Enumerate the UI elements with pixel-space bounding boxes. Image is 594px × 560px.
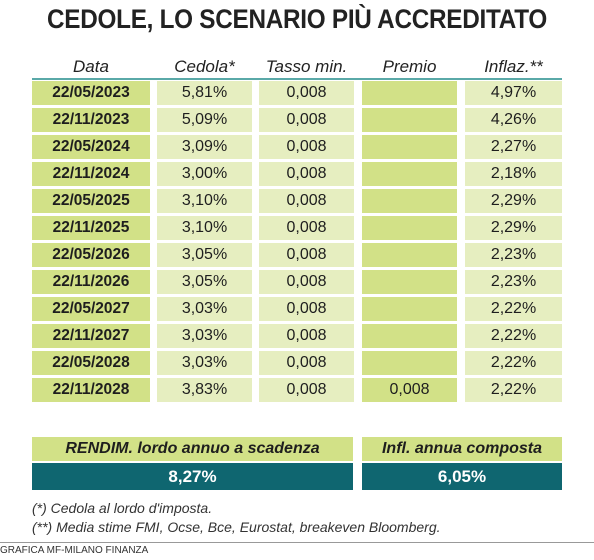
cell-date: 22/05/2024 <box>32 135 150 159</box>
cell-cedola: 3,09% <box>157 135 252 159</box>
cell-tasso-min: 0,008 <box>259 189 354 213</box>
column-header-data: Data <box>73 57 109 76</box>
cell-premio <box>362 243 457 267</box>
footnote-inflation: (**) Media stime FMI, Ocse, Bce, Eurostat, breakeven Bloomberg. <box>32 519 441 535</box>
cell-tasso-min: 0,008 <box>259 378 354 402</box>
cell-date: 22/11/2027 <box>32 324 150 348</box>
cell-cedola: 3,05% <box>157 270 252 294</box>
column-header-tasso-min: Tasso min. <box>265 57 348 76</box>
yield-value: 8,27% <box>32 463 353 490</box>
cell-cedola: 3,10% <box>157 216 252 240</box>
page-title: CEDOLE, LO SCENARIO PIÙ ACCREDITATO <box>47 4 547 34</box>
cell-tasso-min: 0,008 <box>259 216 354 240</box>
cell-inflazione: 4,97% <box>465 81 562 105</box>
cell-tasso-min: 0,008 <box>259 81 354 105</box>
table-row <box>32 187 562 214</box>
cell-premio <box>362 108 457 132</box>
cell-inflazione: 2,27% <box>465 135 562 159</box>
yield-label: RENDIM. lordo annuo a scadenza <box>32 437 353 461</box>
cell-inflazione: 2,18% <box>465 162 562 186</box>
cell-cedola: 3,03% <box>157 324 252 348</box>
cell-premio <box>362 189 457 213</box>
table-row <box>32 241 562 268</box>
cell-premio <box>362 297 457 321</box>
cell-premio <box>362 162 457 186</box>
cell-premio <box>362 351 457 375</box>
cell-date: 22/05/2025 <box>32 189 150 213</box>
inflation-value: 6,05% <box>362 463 562 490</box>
cell-tasso-min: 0,008 <box>259 108 354 132</box>
cell-tasso-min: 0,008 <box>259 243 354 267</box>
cell-inflazione: 2,22% <box>465 297 562 321</box>
cell-cedola: 3,03% <box>157 297 252 321</box>
column-header-premio: Premio <box>382 57 437 76</box>
table-row <box>32 322 562 349</box>
cell-premio <box>362 135 457 159</box>
cell-premio <box>362 270 457 294</box>
cell-date: 22/05/2027 <box>32 297 150 321</box>
cell-cedola: 5,81% <box>157 81 252 105</box>
column-header-cedola: Cedola* <box>174 57 235 76</box>
cell-premio: 0,008 <box>362 378 457 402</box>
credit-line: GRAFICA MF-MILANO FINANZA <box>0 545 149 556</box>
cell-tasso-min: 0,008 <box>259 297 354 321</box>
column-header-inflazione: Inflaz.** <box>484 57 543 76</box>
cell-date: 22/11/2025 <box>32 216 150 240</box>
cell-date: 22/11/2026 <box>32 270 150 294</box>
table-row <box>32 295 562 322</box>
cell-tasso-min: 0,008 <box>259 270 354 294</box>
cell-tasso-min: 0,008 <box>259 135 354 159</box>
table-row <box>32 214 562 241</box>
cell-date: 22/11/2028 <box>32 378 150 402</box>
cell-tasso-min: 0,008 <box>259 162 354 186</box>
footnote-coupon: (*) Cedola al lordo d'imposta. <box>32 500 213 516</box>
table-row <box>32 106 562 133</box>
cell-date: 22/05/2028 <box>32 351 150 375</box>
cell-cedola: 3,00% <box>157 162 252 186</box>
cell-inflazione: 2,23% <box>465 243 562 267</box>
cell-premio <box>362 324 457 348</box>
cell-cedola: 3,83% <box>157 378 252 402</box>
table-row <box>32 268 562 295</box>
cell-date: 22/05/2023 <box>32 81 150 105</box>
table-row <box>32 79 562 106</box>
cell-tasso-min: 0,008 <box>259 324 354 348</box>
cell-inflazione: 4,26% <box>465 108 562 132</box>
cell-date: 22/05/2026 <box>32 243 150 267</box>
row-divider <box>32 402 562 403</box>
inflation-label: Infl. annua composta <box>362 437 562 461</box>
cell-inflazione: 2,22% <box>465 378 562 402</box>
cell-inflazione: 2,29% <box>465 189 562 213</box>
table-row <box>32 133 562 160</box>
cell-inflazione: 2,22% <box>465 351 562 375</box>
table-row <box>32 376 562 403</box>
table-header-row <box>32 55 562 79</box>
cell-cedola: 5,09% <box>157 108 252 132</box>
table-row <box>32 160 562 187</box>
cell-date: 22/11/2024 <box>32 162 150 186</box>
cell-date: 22/11/2023 <box>32 108 150 132</box>
table-row <box>32 349 562 376</box>
cell-premio <box>362 216 457 240</box>
table-body <box>32 79 562 403</box>
coupon-table <box>32 55 562 403</box>
cell-cedola: 3,05% <box>157 243 252 267</box>
cell-inflazione: 2,22% <box>465 324 562 348</box>
cell-tasso-min: 0,008 <box>259 351 354 375</box>
cell-inflazione: 2,23% <box>465 270 562 294</box>
cell-cedola: 3,10% <box>157 189 252 213</box>
cell-premio <box>362 81 457 105</box>
cell-cedola: 3,03% <box>157 351 252 375</box>
credit-divider <box>0 542 594 543</box>
cell-inflazione: 2,29% <box>465 216 562 240</box>
